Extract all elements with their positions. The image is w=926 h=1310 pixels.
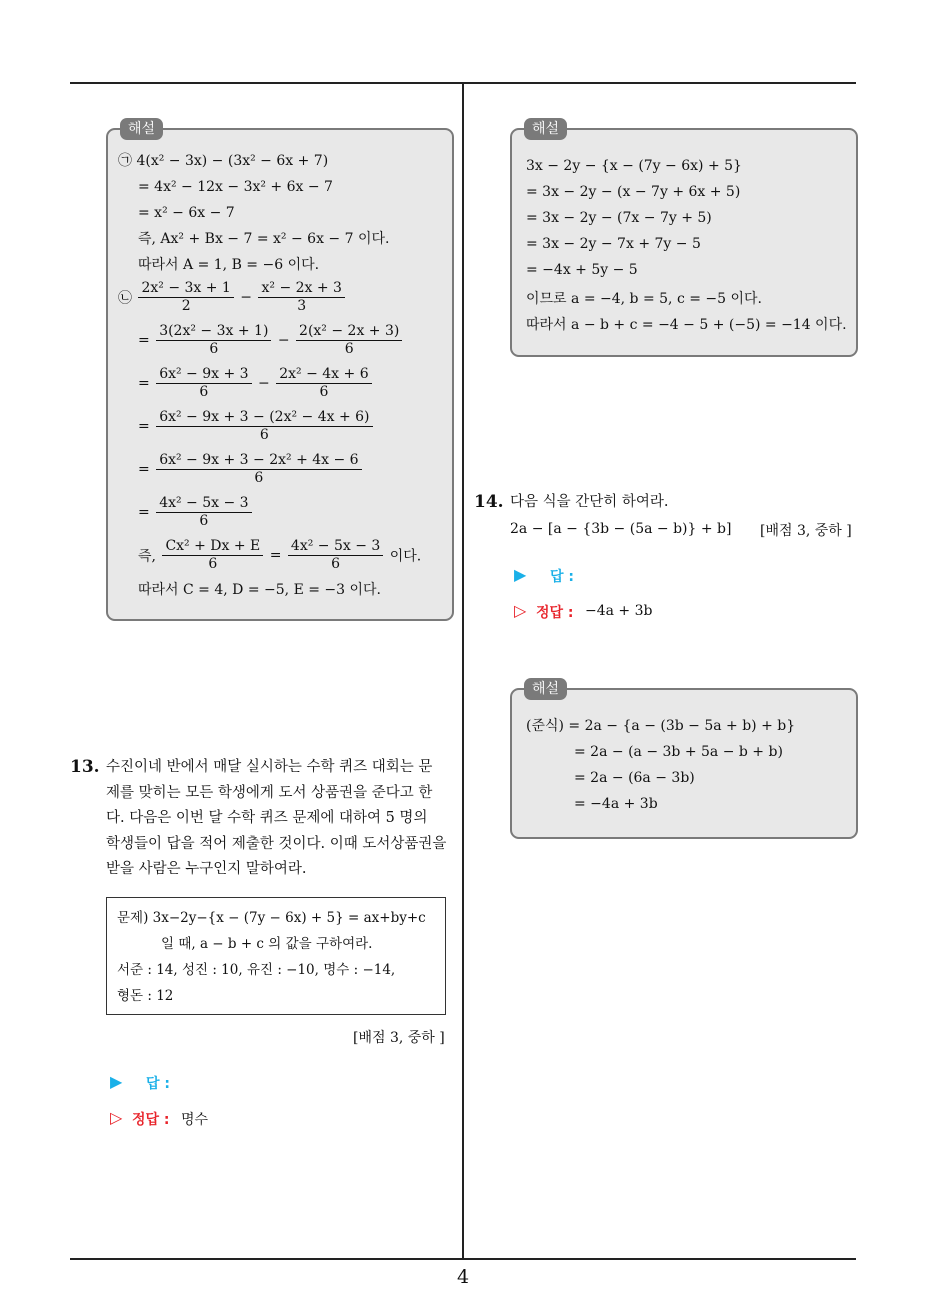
problem-line: 문제) 3x−2y−{x − (7y − 6x) + 5} = ax+by+c bbox=[117, 910, 426, 926]
problem-line: 형돈 : 12 bbox=[117, 988, 174, 1004]
question-text: 다음 식을 간단히 하여라. bbox=[510, 494, 669, 510]
row-prefix: ㉡ bbox=[118, 290, 132, 307]
numerator: 6x² − 9x + 3 − 2x² + 4x − 6 bbox=[156, 452, 361, 470]
solution-line: 즉, Ax² + Bx − 7 = x² − 6x − 7 이다. bbox=[138, 231, 390, 247]
play-arrow-icon: ▶ bbox=[514, 565, 527, 584]
solution-line: 3x − 2y − {x − (7y − 6x) + 5} bbox=[526, 158, 742, 174]
fraction-row bbox=[138, 323, 404, 358]
solution-line: = −4x + 5y − 5 bbox=[526, 262, 638, 278]
numerator: 2(x² − 2x + 3) bbox=[296, 323, 402, 341]
problem-box bbox=[106, 897, 446, 1015]
solution-line: = 2a − (6a − 3b) bbox=[574, 770, 695, 786]
question-expression: 2a − [a − {3b − (5a − b)} + b] bbox=[510, 521, 732, 537]
fraction bbox=[288, 538, 383, 573]
question-line: 수진이네 반에서 매달 실시하는 수학 퀴즈 대회는 문 bbox=[106, 759, 433, 775]
fraction bbox=[156, 366, 251, 401]
score-label: [배점 3, 중하 ] bbox=[353, 1030, 445, 1046]
solution-box-q13 bbox=[510, 128, 858, 357]
solution-tag: 해설 bbox=[524, 118, 567, 140]
solution-line: = 2a − (a − 3b + 5a − b + b) bbox=[574, 744, 783, 760]
solution-tag: 해설 bbox=[120, 118, 163, 140]
denominator: 6 bbox=[331, 556, 341, 572]
denominator: 2 bbox=[181, 298, 191, 314]
question-line: 학생들이 답을 적어 제출한 것이다. 이때 도서상품권을 bbox=[106, 835, 447, 852]
solution-line: = 3x − 2y − (7x − 7y + 5) bbox=[526, 210, 712, 226]
row-prefix: = bbox=[138, 461, 150, 478]
denominator: 6 bbox=[319, 384, 329, 400]
solution-box-q14 bbox=[510, 688, 858, 839]
fraction-row bbox=[118, 280, 347, 315]
answer-label: 답 : bbox=[146, 1076, 170, 1092]
fraction-row bbox=[138, 366, 374, 401]
numerator: 2x² − 3x + 1 bbox=[138, 280, 233, 298]
denominator: 3 bbox=[297, 298, 307, 314]
denominator: 6 bbox=[209, 341, 219, 357]
solution-line: = x² − 6x − 7 bbox=[138, 205, 235, 221]
fraction bbox=[156, 495, 251, 530]
triangle-outline-icon: ▷ bbox=[514, 601, 527, 620]
solution-line: ㉠ 4(x² − 3x) − (3x² − 6x + 7) bbox=[118, 153, 329, 169]
solution-line: 이므로 a = −4, b = 5, c = −5 이다. bbox=[526, 291, 762, 307]
fraction bbox=[156, 409, 372, 444]
page-number: 4 bbox=[456, 1266, 470, 1288]
numerator: 3(2x² − 3x + 1) bbox=[156, 323, 271, 341]
row-prefix: = bbox=[138, 504, 150, 521]
solution-line: = 3x − 2y − 7x + 7y − 5 bbox=[526, 236, 701, 252]
play-arrow-icon: ▶ bbox=[110, 1072, 123, 1091]
solution-line: = −4a + 3b bbox=[574, 796, 658, 812]
denominator: 6 bbox=[259, 427, 269, 443]
numerator: 6x² − 9x + 3 bbox=[156, 366, 251, 384]
fraction bbox=[276, 366, 371, 401]
question-number: 14. bbox=[474, 492, 504, 512]
fraction bbox=[162, 538, 263, 573]
key-answer-value: −4a + 3b bbox=[585, 603, 653, 619]
key-answer-label: 정답 : bbox=[536, 605, 574, 621]
question-text bbox=[106, 755, 458, 883]
denominator: 6 bbox=[344, 341, 354, 357]
fraction-row bbox=[138, 538, 421, 573]
fraction bbox=[138, 280, 233, 315]
denominator: 6 bbox=[208, 556, 218, 572]
key-answer-label: 정답 : bbox=[132, 1112, 170, 1128]
solution-line: = 3x − 2y − (x − 7y + 6x + 5) bbox=[526, 184, 741, 200]
numerator: x² − 2x + 3 bbox=[258, 280, 344, 298]
fraction-row bbox=[138, 409, 375, 444]
fraction bbox=[156, 452, 361, 487]
numerator: Cx² + Dx + E bbox=[162, 538, 263, 556]
fraction bbox=[258, 280, 344, 315]
triangle-outline-icon: ▷ bbox=[110, 1108, 123, 1127]
problem-line: 서준 : 14, 성진 : 10, 유진 : −10, 명수 : −14, bbox=[117, 962, 396, 978]
solution-line: 따라서 a − b + c = −4 − 5 + (−5) = −14 이다. bbox=[526, 317, 847, 333]
operator: − bbox=[258, 375, 270, 392]
question-number: 13. bbox=[70, 757, 100, 777]
numerator: 6x² − 9x + 3 − (2x² − 4x + 6) bbox=[156, 409, 372, 427]
fraction bbox=[156, 323, 271, 358]
numerator: 2x² − 4x + 6 bbox=[276, 366, 371, 384]
denominator: 6 bbox=[254, 470, 264, 486]
fraction-row bbox=[138, 495, 254, 530]
row-prefix: = bbox=[138, 375, 150, 392]
operator: − bbox=[240, 289, 253, 306]
solution-line: 따라서 A = 1, B = −6 이다. bbox=[138, 257, 320, 273]
problem-line: 일 때, a − b + c 의 값을 구하여라. bbox=[161, 936, 373, 952]
solution-line: 따라서 C = 4, D = −5, E = −3 이다. bbox=[138, 582, 382, 598]
question-line: 받을 사람은 누구인지 말하여라. bbox=[106, 861, 307, 877]
column-divider bbox=[462, 84, 464, 1258]
numerator: 4x² − 5x − 3 bbox=[156, 495, 251, 513]
fraction-row bbox=[138, 452, 364, 487]
solution-line: = 4x² − 12x − 3x² + 6x − 7 bbox=[138, 179, 333, 195]
row-prefix: = bbox=[138, 418, 150, 435]
denominator: 6 bbox=[199, 513, 209, 529]
solution-tag: 해설 bbox=[524, 678, 567, 700]
question-line: 다. 다음은 이번 달 수학 퀴즈 문제에 대하여 5 명의 bbox=[106, 810, 428, 826]
operator: − bbox=[277, 332, 290, 349]
solution-line: (준식) = 2a − {a − (3b − 5a + b) + b} bbox=[526, 718, 796, 734]
question-line: 제를 맞히는 모든 학생에게 도서 상품권을 준다고 한 bbox=[106, 784, 433, 801]
answer-label: 답 : bbox=[550, 569, 574, 585]
operator: = bbox=[269, 547, 282, 564]
key-answer-value: 명수 bbox=[181, 1112, 209, 1128]
row-suffix: 이다. bbox=[389, 548, 422, 565]
fraction bbox=[296, 323, 402, 358]
numerator: 4x² − 5x − 3 bbox=[288, 538, 383, 556]
denominator: 6 bbox=[199, 384, 209, 400]
row-prefix: = bbox=[138, 332, 150, 349]
row-prefix: 즉, bbox=[138, 548, 156, 565]
bottom-rule bbox=[70, 1258, 856, 1260]
score-label: [배점 3, 중하 ] bbox=[760, 523, 852, 539]
solution-box-q12 bbox=[106, 128, 454, 621]
